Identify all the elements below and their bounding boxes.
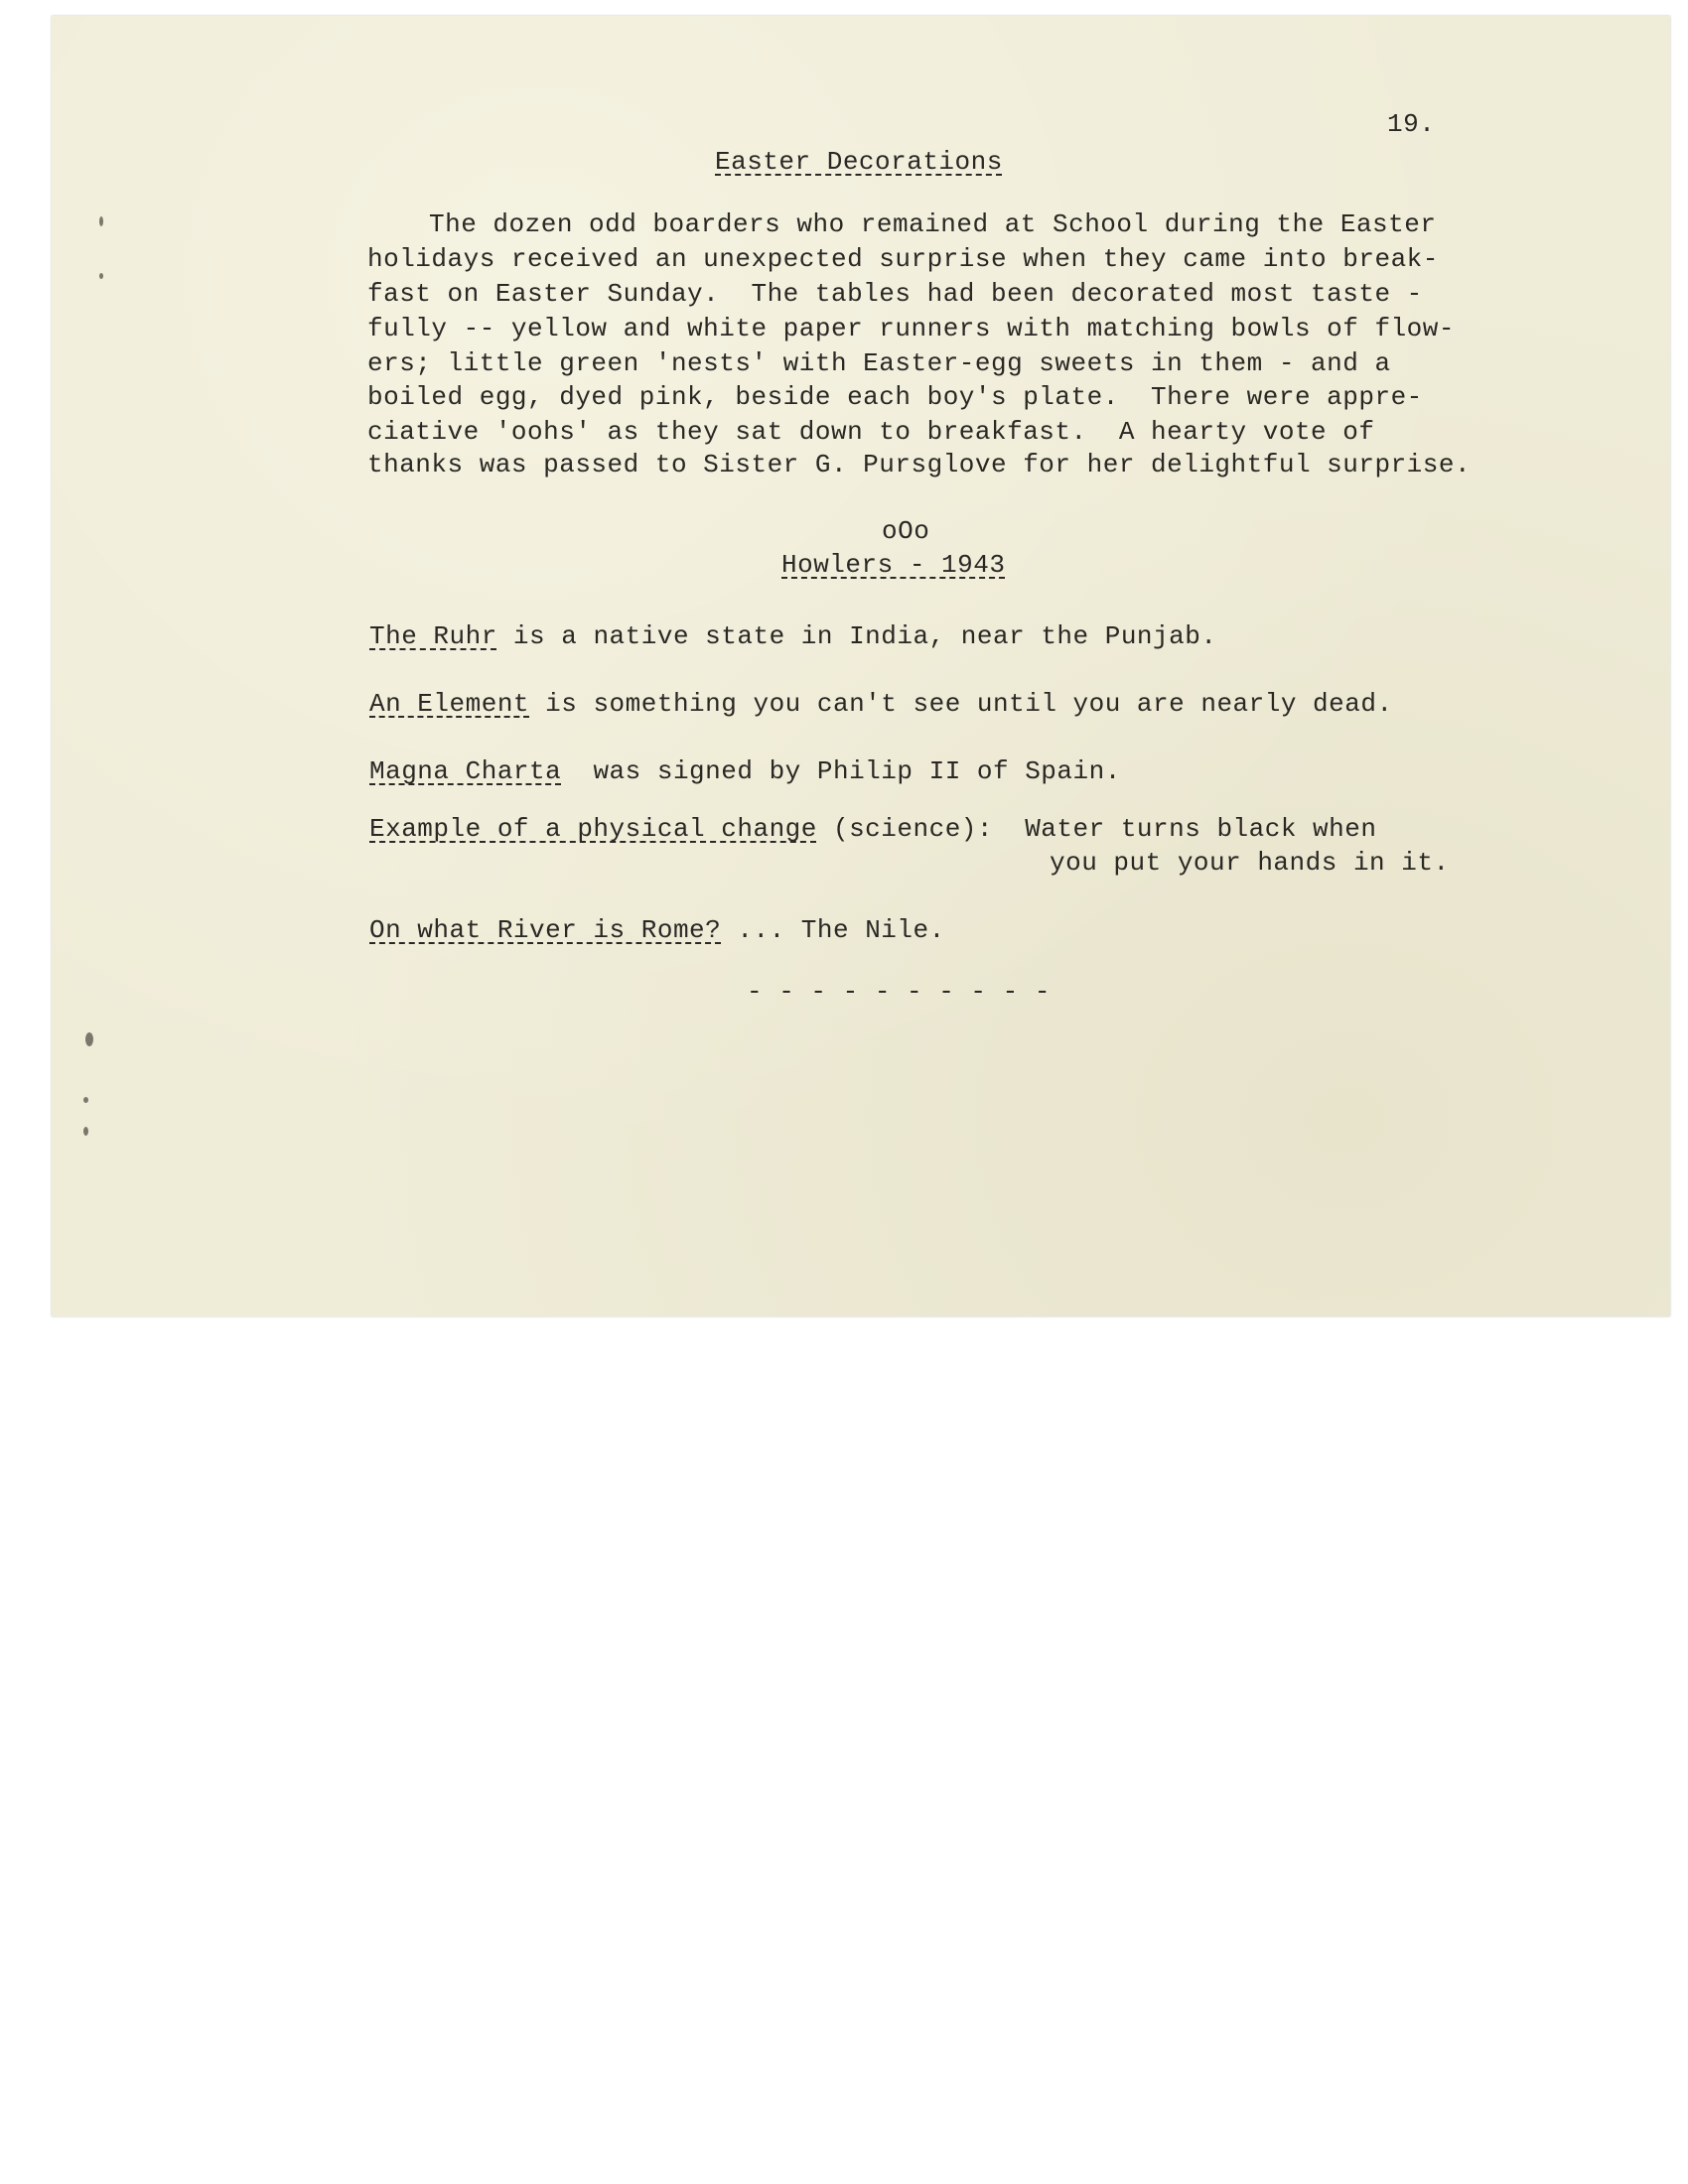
easter-paragraph-line: fast on Easter Sunday. The tables had been decorated most taste - xyxy=(367,279,1423,309)
howler-text: ... The Nile. xyxy=(721,915,945,945)
margin-speck xyxy=(99,216,103,226)
easter-paragraph-line: fully -- yellow and white paper runners with matching bowls of flow- xyxy=(367,314,1455,343)
margin-speck xyxy=(85,1032,93,1046)
howler-term: The Ruhr xyxy=(369,621,497,651)
page-number: 19. xyxy=(1387,109,1436,139)
howler-item xyxy=(369,917,945,943)
howler-text: is something you can't see until you are nearly dead. xyxy=(529,689,1393,719)
howler-text: was signed by Philip II of Spain. xyxy=(561,756,1121,786)
howler-text-continued: you put your hands in it. xyxy=(1050,848,1450,878)
margin-speck xyxy=(83,1127,88,1136)
howler-item xyxy=(369,816,1376,842)
end-rule: - - - - - - - - - - xyxy=(747,977,1051,1007)
howler-text: (science): Water turns black when xyxy=(816,814,1377,844)
easter-paragraph-line: holidays received an unexpected surprise when they came into break- xyxy=(367,244,1439,274)
easter-paragraph-line: boiled egg, dyed pink, beside each boy's plate. There were appre- xyxy=(367,382,1423,412)
howler-term: Example of a physical change xyxy=(369,814,817,844)
howler-term: Magna Charta xyxy=(369,756,562,786)
easter-paragraph-line: thanks was passed to Sister G. Pursglove for her delightful surprise. xyxy=(367,450,1472,479)
howler-item xyxy=(369,691,1393,717)
howler-term: An Element xyxy=(369,689,530,719)
howler-item xyxy=(369,623,1216,649)
easter-paragraph-line: The dozen odd boarders who remained at School during the Easter xyxy=(429,209,1437,239)
howler-term: On what River is Rome? xyxy=(369,915,722,945)
howler-text: is a native state in India, near the Punjab. xyxy=(496,621,1217,651)
howlers-heading: Howlers - 1943 xyxy=(781,550,1006,580)
easter-paragraph-line: ers; little green 'nests' with Easter-egg sweets in them - and a xyxy=(367,348,1391,378)
section-divider: oOo xyxy=(882,516,930,546)
margin-speck xyxy=(99,273,103,279)
easter-paragraph-line: ciative 'oohs' as they sat down to breakfast. A hearty vote of xyxy=(367,417,1375,447)
margin-speck xyxy=(83,1097,88,1103)
easter-heading: Easter Decorations xyxy=(715,147,1003,177)
howler-item xyxy=(369,758,1121,784)
